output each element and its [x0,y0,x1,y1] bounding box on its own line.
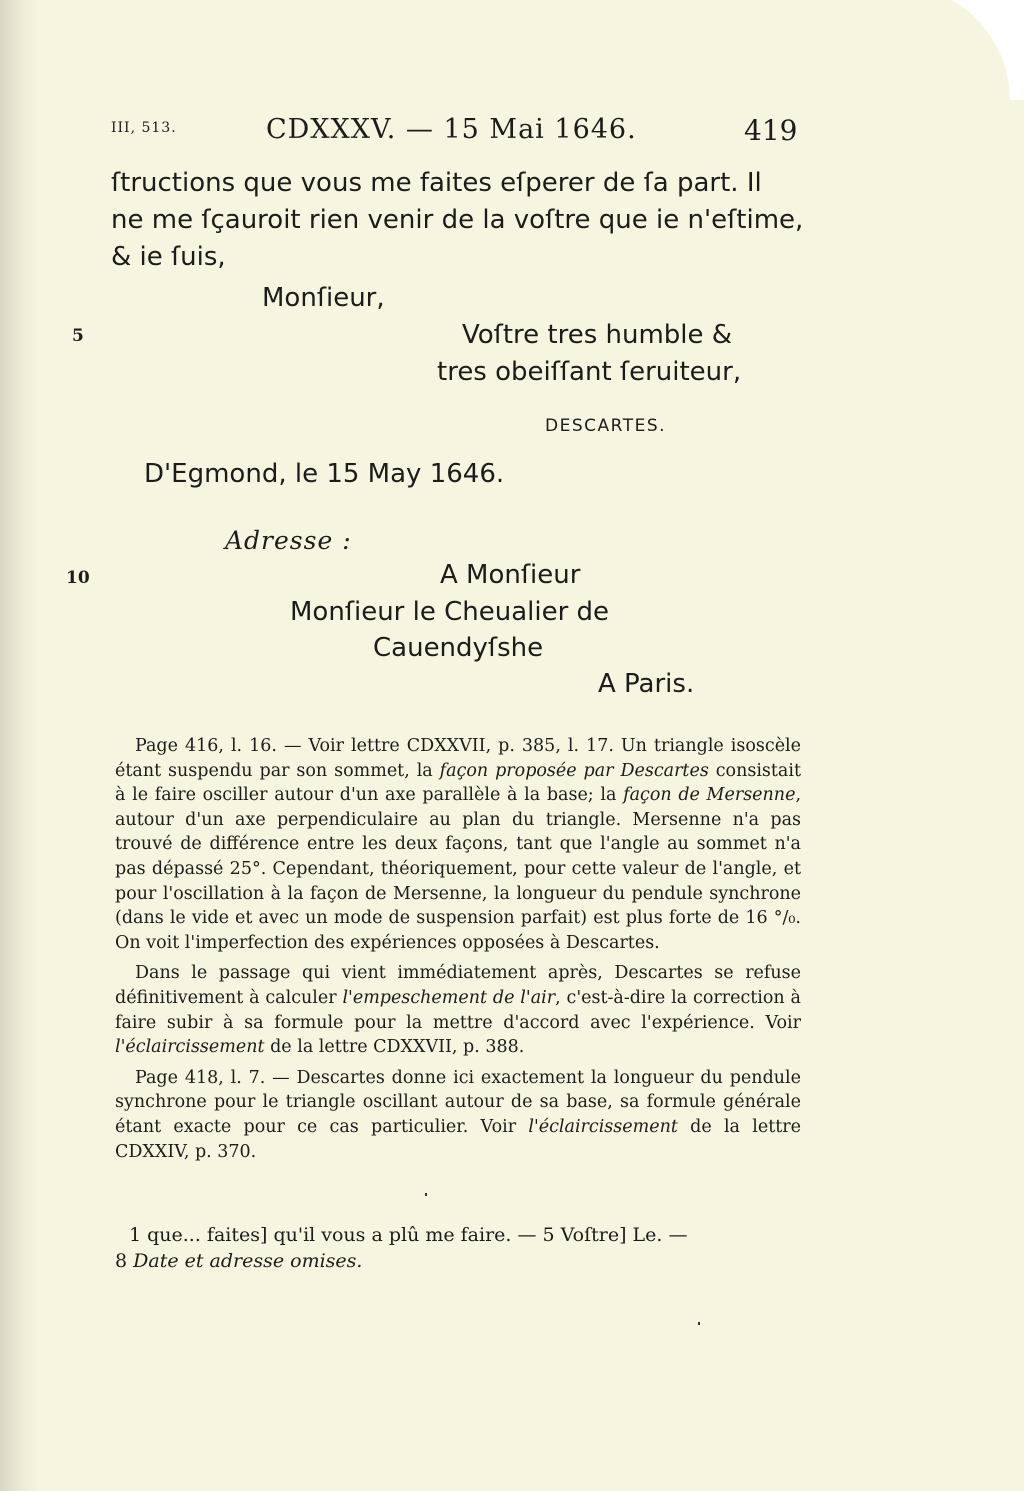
header-reference: III, 513. [111,120,177,136]
note-text: , autour d'un axe perpendiculaire au plan du triangle. Mersenne n'a pas trouvé de différence entre les deux façons, tant que l'angle au sommet n'a pas dépassé 25°. Cependant, théoriquement, pour cette valeur de l'angle, et pour l'oscillation à la façon de Mersenne, la longueur du pendule synchrone (dans le vide et avec un mode de suspension parfait) est plus forte de 16 °/₀. On voit l'imperfection des expériences opposées à Descartes. [115,785,802,953]
note-text: Page 418, l. 7. — Descartes donne ici exactement la longueur du pendule synchrone pour le triangle oscillant autour de sa base, sa formule générale étant exacte pour ce cas particulier. Voir [115,1067,801,1137]
address-label: Adresse : [225,526,352,555]
address-line: Monſieur le Cheualier de [290,597,610,627]
salutation: Monſieur, [262,283,385,313]
note-paragraph [115,961,801,1059]
note-text: de la lettre CDXXVII, p. 388. [264,1037,525,1058]
note-text: de la lettre CDXXIV, p. 370. [115,1116,801,1162]
address-line: Cauendyſshe [373,633,544,663]
variant-italic: Date et adresse omises. [133,1250,363,1272]
header-title: CDXXXV. — 15 Mai 1646. [266,114,637,145]
note-italic: l'empeschement de l'air [342,987,556,1008]
variant-readings [115,1222,801,1274]
signature: DESCARTES. [545,416,667,436]
print-speck [425,1193,427,1196]
note-paragraph [115,1066,801,1164]
page-edge-shadow [0,0,40,1491]
variant-line: 1 que... faites] qu'il vous a plû me faire. — 5 Voſtre] Le. — [129,1224,688,1246]
note-text: , c'est-à-dire la correction à faire subir à sa formule pour la mettre d'accord avec l'expérience. Voir [115,987,801,1033]
address-line: A Monſieur [440,560,581,590]
variant-line-number: 8 [115,1250,134,1272]
closing-line: tres obeiſſant ſeruiteur, [437,357,742,387]
letter-line: ſtructions que vous me faites eſperer de ſa part. Il [111,168,762,198]
note-text: consistait à le faire osciller autour d'un axe parallèle à la base; la [115,760,801,806]
note-text: Dans le passage qui vient immédiatement après, Descartes se refuse définitivement à calculer [115,963,801,1008]
letter-line: & ie ſuis, [111,242,226,272]
margin-line-number: 5 [72,326,84,346]
page-corner [894,0,1024,100]
date-line: D'Egmond, le 15 May 1646. [144,459,505,489]
closing-line: Voſtre tres humble & [462,320,733,350]
address-line: A Paris. [598,669,695,699]
note-paragraph [115,734,801,955]
letter-line: ne me ſçauroit rien venir de la voſtre que ie n'eſtime, [111,205,804,235]
variant-line [115,1248,801,1274]
print-speck [698,1322,700,1325]
note-text: Page 416, l. 16. — Voir lettre CDXXVII, p. 385, l. 17. Un triangle isoscèle étant suspendu par son sommet, la [115,736,801,781]
note-italic: l'éclaircissement [528,1116,678,1137]
editorial-notes [115,734,801,1164]
note-italic: façon de Mersenne [623,785,796,806]
note-italic: l'éclaircissement [115,1037,265,1058]
margin-line-number: 10 [66,568,90,588]
note-italic: façon proposée par Descartes [439,760,709,781]
page-number: 419 [744,114,798,147]
